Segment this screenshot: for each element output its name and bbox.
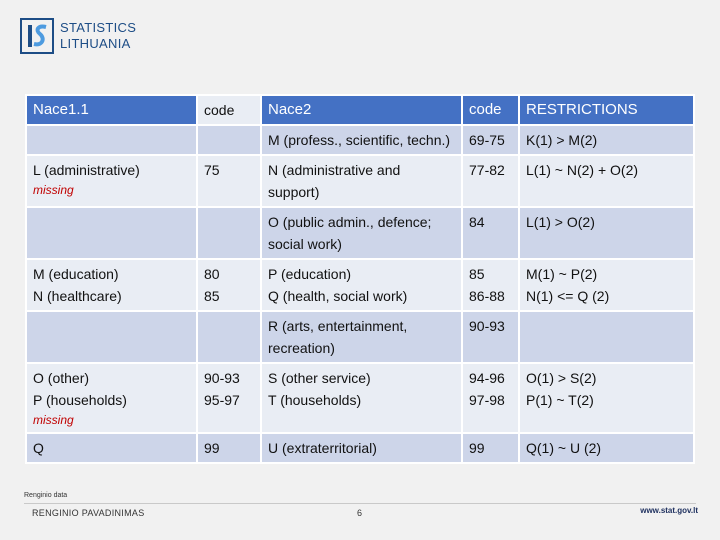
- footer-date-note: Renginio data: [24, 492, 68, 499]
- row6-restriction: [519, 363, 694, 433]
- row1-code2: 69-75: [462, 125, 519, 155]
- row6-code1-a: 90-93: [204, 370, 240, 386]
- row3-nace2: O (public admin., defence; social work): [261, 207, 462, 259]
- footer-event-name: RENGINIO PAVADINIMAS: [32, 508, 145, 518]
- row4-code1-b: 85: [204, 288, 220, 304]
- footer-website-link[interactable]: www.stat.gov.lt: [640, 506, 698, 515]
- row5-nace2: R (arts, entertainment, recreation): [261, 311, 462, 363]
- row4-code2-a: 85: [469, 266, 485, 282]
- row6-nace11: [26, 363, 197, 433]
- row6-nace2: [261, 363, 462, 433]
- logo-line-2: LITHUANIA: [60, 36, 131, 51]
- header-nace11: Nace1.1: [26, 95, 197, 125]
- row5-code1: [197, 311, 261, 363]
- row2-nace11: [26, 155, 197, 207]
- header-code2: code: [462, 95, 519, 125]
- row2-restriction: L(1) ~ N(2) + O(2): [519, 155, 694, 207]
- row4-nace11: [26, 259, 197, 311]
- row7-code2: 99: [462, 433, 519, 463]
- row2-code1: 75: [197, 155, 261, 207]
- row6-code2: [462, 363, 519, 433]
- table-row: [26, 311, 694, 363]
- row4-code2: [462, 259, 519, 311]
- header-restrictions: RESTRICTIONS: [519, 95, 694, 125]
- row5-nace11: [26, 311, 197, 363]
- page-number: 6: [357, 508, 363, 518]
- row4-nace2-b: Q (health, social work): [268, 288, 408, 304]
- table-row: [26, 207, 694, 259]
- table-row: [26, 363, 694, 433]
- row4-restriction-a: M(1) ~ P(2): [526, 266, 598, 282]
- header-nace2: Nace2: [261, 95, 462, 125]
- row3-nace11: [26, 207, 197, 259]
- row1-code1: [197, 125, 261, 155]
- row2-nace11-label: L (administrative): [33, 162, 140, 178]
- statistics-lithuania-logo-icon: [20, 18, 54, 54]
- header-code1: code: [197, 95, 261, 125]
- missing-label: missing: [33, 413, 74, 427]
- row4-nace11-b: N (healthcare): [33, 288, 122, 304]
- row4-code1: [197, 259, 261, 311]
- footer-divider: [24, 503, 696, 504]
- row4-code2-b: 86-88: [469, 288, 505, 304]
- row1-nace2: M (profess., scientific, techn.): [261, 125, 462, 155]
- row7-nace11: Q: [26, 433, 197, 463]
- table-row: [26, 125, 694, 155]
- table-row: [26, 433, 694, 463]
- row3-code2: 84: [462, 207, 519, 259]
- row3-code1: [197, 207, 261, 259]
- row6-code1: [197, 363, 261, 433]
- row4-nace11-a: M (education): [33, 266, 119, 282]
- row5-code2: 90-93: [462, 311, 519, 363]
- table-header-row: [26, 95, 694, 125]
- row7-restriction: Q(1) ~ U (2): [519, 433, 694, 463]
- nace-mapping-table: [25, 94, 695, 464]
- row5-restriction: [519, 311, 694, 363]
- missing-label: missing: [33, 183, 74, 197]
- row1-restriction: K(1) > M(2): [519, 125, 694, 155]
- row6-nace2-b: T (households): [268, 392, 362, 408]
- row2-nace2: N (administrative and support): [261, 155, 462, 207]
- table-row: [26, 259, 694, 311]
- row7-code1: 99: [197, 433, 261, 463]
- row4-nace2-a: P (education): [268, 266, 352, 282]
- row6-code2-b: 97-98: [469, 392, 505, 408]
- row4-code1-a: 80: [204, 266, 220, 282]
- row1-nace11: [26, 125, 197, 155]
- row6-code2-a: 94-96: [469, 370, 505, 386]
- row6-nace2-a: S (other service): [268, 370, 371, 386]
- row6-restriction-b: P(1) ~ T(2): [526, 392, 594, 408]
- row2-code2: 77-82: [462, 155, 519, 207]
- table-row: [26, 155, 694, 207]
- row6-nace11-a: O (other): [33, 370, 90, 386]
- row4-nace2: [261, 259, 462, 311]
- row4-restriction-b: N(1) <= Q (2): [526, 288, 610, 304]
- row6-code1-b: 95-97: [204, 392, 240, 408]
- logo-line-1: STATISTICS: [60, 20, 137, 35]
- row7-nace2: U (extraterritorial): [261, 433, 462, 463]
- row6-nace11-b: P (households): [33, 392, 127, 408]
- logo-text: [60, 20, 180, 52]
- row4-restriction: [519, 259, 694, 311]
- row3-restriction: L(1) > O(2): [519, 207, 694, 259]
- row6-restriction-a: O(1) > S(2): [526, 370, 597, 386]
